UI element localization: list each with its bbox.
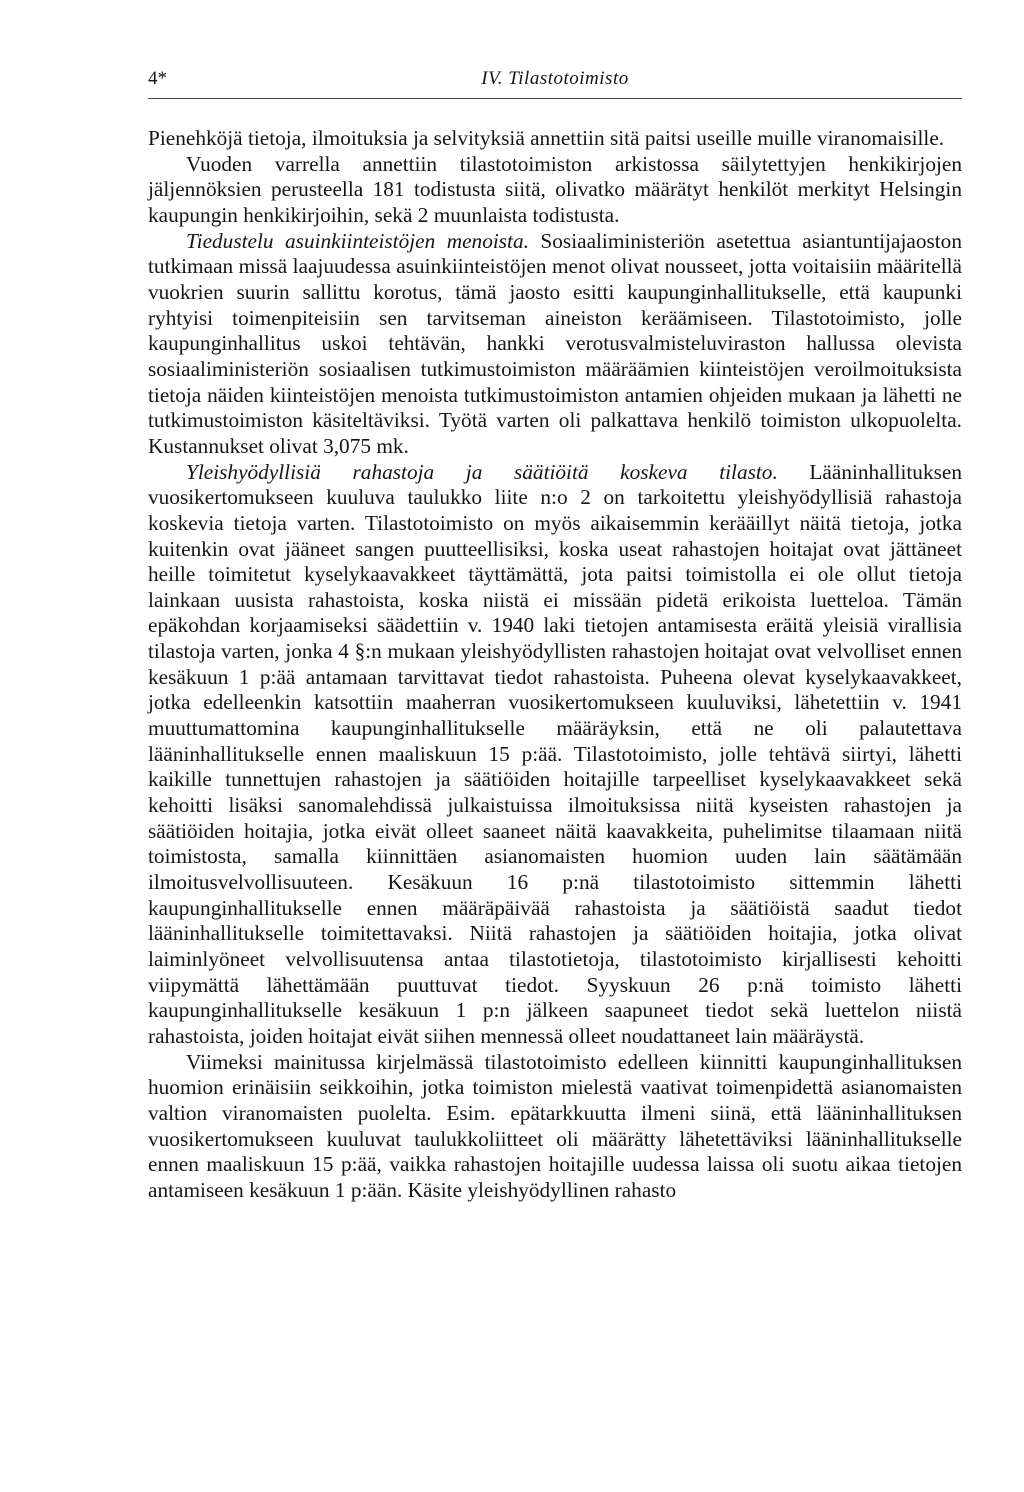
- body-text: [148, 126, 962, 1204]
- paragraph: [148, 460, 962, 1050]
- section-heading: Yleishyödyllisiä rahastoja ja säätiöitä koskeva tilasto.: [186, 459, 778, 484]
- paragraph-text: Pienehköjä tietoja, ilmoituksia ja selvityksiä annettiin sitä paitsi useille muille viranomaisille.: [148, 126, 945, 150]
- paragraph: [148, 152, 962, 229]
- paragraph-text: Viimeksi mainitussa kirjelmässä tilastotoimisto edelleen kiinnitti kaupunginhallituksen huomion erinäisiin seikkoihin, jotka toimiston mielestä vaativat toimenpidettä asianomaisten valtion viranomaisten puolelta. Esim. epätarkkuutta ilmeni siinä, että lääninhallituksen vuosikertomukseen kuuluvat taulukkoliitteet oli määrätty lähetettäviksi lääninhallitukselle ennen maaliskuun 15 p:ää, vaikka rahastojen hoitajille uudessa laissa oli suotu aikaa tietojen antamiseen kesäkuun 1 p:ään. Käsite yleishyödyllinen rahasto: [148, 1049, 962, 1202]
- paragraph-text: Vuoden varrella annettiin tilastotoimiston arkistossa säilytettyjen henkikirjojen jäljennöksien perusteella 181 todistusta siitä, olivatko määrätyt henkilöt merkityt Helsingin kaupungin henkikirjoihin, sekä 2 muunlaista todistusta.: [148, 151, 962, 227]
- paragraph-text: Lääninhallituksen vuosikertomukseen kuuluva taulukko liite n:o 2 on tarkoitettu yleishyödyllisiä rahastoja koskevia tietoja varten. Tilastotoimisto on myös aikaisemmin kerääillyt näitä tietoja, jotka kuitenkin ovat jääneet sangen puutteellisiksi, koska useat rahastojen hoitajat ovat jättäneet heille toimitetut kyselykaavakkeet täyttämättä, jota paitsi toimistolla ei ole ollut tietoja lainkaan uusista rahastoista, koska niistä ei missään pidetä erikoista luetteloa. Tämän epäkohdan korjaamiseksi säädettiin v. 1940 laki tietojen antamisesta eräitä yleisiä virallisia tilastoja varten, jonka 4 §:n mukaan yleishyödyllisten rahastojen hoitajat ovat velvolliset ennen kesäkuun 1 p:ää antamaan tarvittavat tiedot rahastoista. Puheena olevat kyselykaavakkeet, jotka edelleenkin katsottiin maaherran vuosikertomukseen kuuluviksi, lähetettiin v. 1941 muuttumattomina kaupunginhallitukselle määräyksin, että ne oli palautettava lääninhallitukselle ennen maaliskuun 15 p:ää. Tilastotoimisto, jolle tehtävä siirtyi, lähetti kaikille tunnettujen rahastojen ja säätiöiden hoitajille tarpeelliset kyselykaavakkeet sekä kehoitti lisäksi sanomalehdissä julkaistuissa ilmoituksissa niitä kyseisten rahastojen ja säätiöiden hoitajia, jotka eivät olleet saaneet näitä kaavakkeita, puhelimitse tilaamaan niitä toimistosta, samalla kiinnittäen asianomaisten huomion uuden lain säätämään ilmoitusvelvollisuuteen. Kesäkuun 16 p:nä tilastotoimisto sittemmin lähetti kaupunginhallitukselle ennen määräpäivää rahastoista ja säätiöistä saadut tiedot lääninhallitukselle toimitettavaksi. Niitä rahastojen ja säätiöiden hoitajia, jotka olivat laiminlyöneet velvollisuutensa antaa tilastotietoja, tilastotoimisto kirjallisesti kehoitti viipymättä lähettämään puuttuvat tiedot. Syyskuun 26 p:nä toimisto lähetti kaupunginhallitukselle kesäkuun 1 p:n jälkeen saapuneet tiedot sekä luettelon niistä rahastoista, joiden hoitajat eivät siihen mennessä olleet noudattaneet lain määräystä.: [148, 459, 962, 1048]
- page-header: [148, 62, 962, 99]
- paragraph-text: Sosiaaliministeriön asetettua asiantuntijajaoston tutkimaan missä laajuudessa asuinkiinteistöjen menot olivat nousseet, jotta voitaisiin määritellä vuokrien suurin sallittu korotus, tämä jaosto esitti kaupunginhallitukselle, että kaupunki ryhtyisi toimenpiteisiin sen tarvitseman aineiston keräämiseen. Tilastotoimisto, jolle kaupunginhallitus uskoi tehtävän, hankki verotusvalmisteluviraston hallussa olevista sosiaaliministeriön sosiaalisen tutkimustoimiston määräämien kiinteistöjen veroilmoituksista tietoja näiden kiinteistöjen menoista tutkimustoimiston antamien ohjeiden mukaan ja lähetti ne tutkimustoimiston käsiteltäviksi. Työtä varten oli palkattava henkilö toimiston ulkopuolelta. Kustannukset olivat 3,075 mk.: [148, 228, 962, 458]
- paragraph: [148, 1050, 962, 1204]
- page-number: 4*: [148, 68, 167, 89]
- paragraph: [148, 229, 962, 460]
- paragraph: [148, 126, 962, 152]
- running-head: IV. Tilastotoimisto: [481, 68, 629, 89]
- section-heading: Tiedustelu asuinkiinteistöjen menoista.: [186, 228, 529, 253]
